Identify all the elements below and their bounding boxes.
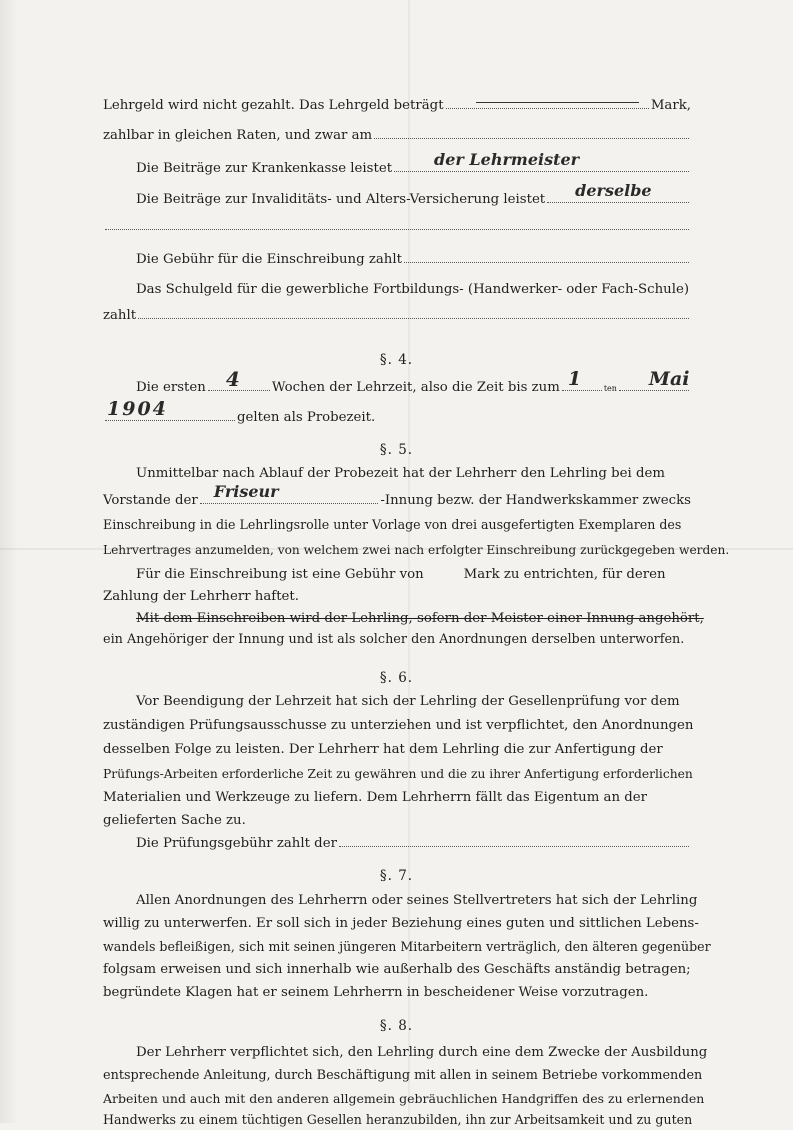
section-6-heading: §. 6.: [379, 670, 414, 686]
gebuehr-field[interactable]: [404, 252, 689, 263]
month-handwriting: Mai: [648, 368, 690, 390]
probezeit-text-c: gelten als Probezeit.: [237, 410, 376, 425]
krankenkasse-handwriting: der Lehrmeister: [434, 150, 580, 169]
krankenkasse-field[interactable]: [394, 150, 689, 172]
day-handwriting: 1: [567, 368, 582, 390]
section-5-heading: §. 5.: [379, 442, 414, 458]
paper-edge-shadow: [0, 0, 18, 1123]
s5-line-6: [103, 587, 691, 607]
krankenkasse-text: Die Beiträge zur Krankenkasse leistet: [136, 161, 393, 176]
krankenkasse-line: [136, 150, 691, 179]
s5-line-7: [136, 609, 704, 629]
s6-line-5: [103, 788, 691, 808]
s7-line-4: [103, 960, 691, 980]
pruefungsgebuehr-field[interactable]: [339, 836, 689, 847]
gebuehr-line: [136, 250, 691, 270]
s8-text-1: Der Lehrherr verpflichtet sich, den Lehrling durch eine dem Zwecke der Ausbildung: [136, 1045, 708, 1060]
section-4-heading: §. 4.: [379, 352, 414, 368]
s7-text-1: Allen Anordnungen des Lehrherrn oder seines Stellvertreters hat sich der Lehrling: [136, 893, 698, 908]
s5-line-4: [103, 540, 730, 560]
gebuehr-text: Die Gebühr für die Einschreibung zahlt: [136, 252, 402, 267]
innung-field[interactable]: [200, 482, 379, 504]
s5-text-1: Unmittelbar nach Ablauf der Probezeit hat der Lehrherr den Lehrling bei dem: [136, 466, 666, 481]
ten-suffix: ten: [603, 384, 617, 393]
probezeit-line-1: [136, 367, 691, 399]
s7-text-2: willig zu unterwerfen. Er soll sich in jeder Beziehung eines guten und sittlichen Lebens-: [103, 916, 699, 931]
innung-handwriting: Friseur: [213, 482, 279, 501]
section-8-heading: §. 8.: [379, 1018, 414, 1034]
s6-text-3: desselben Folge zu leisten. Der Lehrherr hat dem Lehrling die zur Anfertigung der: [103, 742, 663, 757]
s7-line-5: [103, 983, 691, 1003]
probezeit-text-b: Wochen der Lehrzeit, also die Zeit bis zum: [271, 380, 560, 395]
probezeit-line-2: [103, 398, 691, 428]
s5-text-6: Zahlung der Lehrherr haftet.: [103, 589, 299, 604]
mark-label: Mark,: [650, 98, 691, 113]
day-field[interactable]: [562, 368, 602, 391]
s5-line-3: [103, 515, 691, 535]
s6-line-3: [103, 740, 691, 760]
s8-text-2: entsprechende Anleitung, durch Beschäftigung mit allen in seinem Betriebe vorkommenden: [103, 1068, 703, 1083]
s6-text-7: Die Prüfungsgebühr zahlt der: [136, 836, 337, 851]
schulgeld-line: [136, 280, 691, 300]
s5-line-8: [103, 630, 691, 650]
s8-line-2: [103, 1066, 703, 1086]
lehrgeld-line: [103, 94, 691, 116]
month-field[interactable]: [619, 368, 690, 391]
year-field[interactable]: [105, 398, 235, 421]
s6-line-7: [136, 834, 691, 854]
s5-text-8: ein Angehöriger der Innung und ist als solcher den Anordnungen derselben unterworfen.: [103, 632, 685, 647]
zahlt-line: [103, 306, 691, 326]
s5-line-1: [136, 464, 691, 484]
schulgeld-text: Das Schulgeld für die gewerbliche Fortbildungs- (Handwerker- oder Fach-Schule): [136, 282, 690, 297]
year-handwriting: 1904: [107, 398, 168, 420]
s5-text-5b: Mark zu entrichten, für deren: [463, 567, 666, 582]
s7-text-4: folgsam erweisen und sich innerhalb wie außerhalb des Geschäfts anständig betragen;: [103, 962, 691, 977]
raten-line: [103, 126, 691, 146]
raten-field[interactable]: [374, 128, 689, 139]
s6-line-1: [136, 692, 691, 712]
raten-text: zahlbar in gleichen Raten, und zwar am: [103, 128, 373, 143]
s6-line-4: [103, 764, 691, 784]
s5-line-2: [103, 482, 691, 511]
blank-line: [103, 219, 691, 230]
s5-text-4: Lehrvertrages anzumelden, von welchem zwei nach erfolgter Einschreibung zurückgegeben werden.: [103, 543, 730, 557]
invaliditaet-field[interactable]: [547, 181, 689, 203]
s8-line-3: [103, 1089, 705, 1109]
section-7-heading: §. 7.: [379, 868, 414, 884]
invaliditaet-handwriting: derselbe: [575, 181, 652, 200]
invaliditaet-line: [136, 181, 691, 210]
s5-text-7-struck: Mit dem Einschreiben wird der Lehrling, sofern der Meister einer Innung angehört,: [136, 611, 704, 626]
s7-text-5: begründete Klagen hat er seinem Lehrherrn in bescheidener Weise vorzutragen.: [103, 985, 649, 1000]
s8-line-4: [103, 1110, 691, 1130]
weeks-field[interactable]: [208, 367, 270, 391]
s6-text-6: gelieferten Sache zu.: [103, 813, 246, 828]
zahlt-text: zahlt: [103, 308, 137, 323]
s5-text-2b: -Innung bezw. der Handwerkskammer zwecks: [380, 493, 691, 508]
s5-text-5a: Für die Einschreibung ist eine Gebühr von: [136, 567, 424, 582]
s6-text-5: Materialien und Werkzeuge zu liefern. Dem Lehrherrn fällt das Eigentum an der: [103, 790, 648, 805]
s5-text-2a: Vorstande der: [103, 493, 198, 508]
s5-line-5: [136, 565, 691, 585]
probezeit-text-a: Die ersten: [136, 380, 206, 395]
s7-text-3: wandels befleißigen, sich mit seinen jüngeren Mitarbeitern verträglich, den älteren gegenüber: [103, 939, 711, 954]
s8-text-3: Arbeiten und auch mit den anderen allgemein gebräuchlichen Handgriffen des zu erlernenden: [103, 1091, 705, 1106]
s6-line-2: [103, 716, 694, 736]
lehrgeld-text: Lehrgeld wird nicht gezahlt. Das Lehrgeld beträgt: [103, 98, 444, 113]
s7-line-1: [136, 891, 698, 911]
s6-text-2: zuständigen Prüfungsausschusse zu unterziehen und ist verpflichtet, den Anordnungen: [103, 718, 694, 733]
weeks-handwriting: 4: [225, 367, 240, 391]
invaliditaet-text: Die Beiträge zur Invaliditäts- und Alters-Versicherung leistet: [136, 192, 546, 207]
s7-line-2: [103, 914, 699, 934]
s8-text-4: Handwerks zu einem tüchtigen Gesellen heranzubilden, ihn zur Arbeitsamkeit und zu guten: [103, 1112, 693, 1127]
s5-text-3: Einschreibung in die Lehrlingsrolle unter Vorlage von drei ausgefertigten Exemplaren des: [103, 517, 682, 532]
s8-line-1: [136, 1043, 708, 1063]
s6-text-4: Prüfungs-Arbeiten erforderliche Zeit zu gewähren und die zu ihrer Anfertigung erforderlichen: [103, 767, 693, 781]
lehrgeld-amount-field[interactable]: [446, 94, 649, 109]
blank-field[interactable]: [105, 219, 689, 230]
s7-line-3: [103, 937, 711, 957]
s6-line-6: [103, 811, 691, 831]
schulgeld-field[interactable]: [138, 308, 689, 319]
s6-text-1: Vor Beendigung der Lehrzeit hat sich der Lehrling der Gesellenprüfung vor dem: [136, 694, 680, 709]
